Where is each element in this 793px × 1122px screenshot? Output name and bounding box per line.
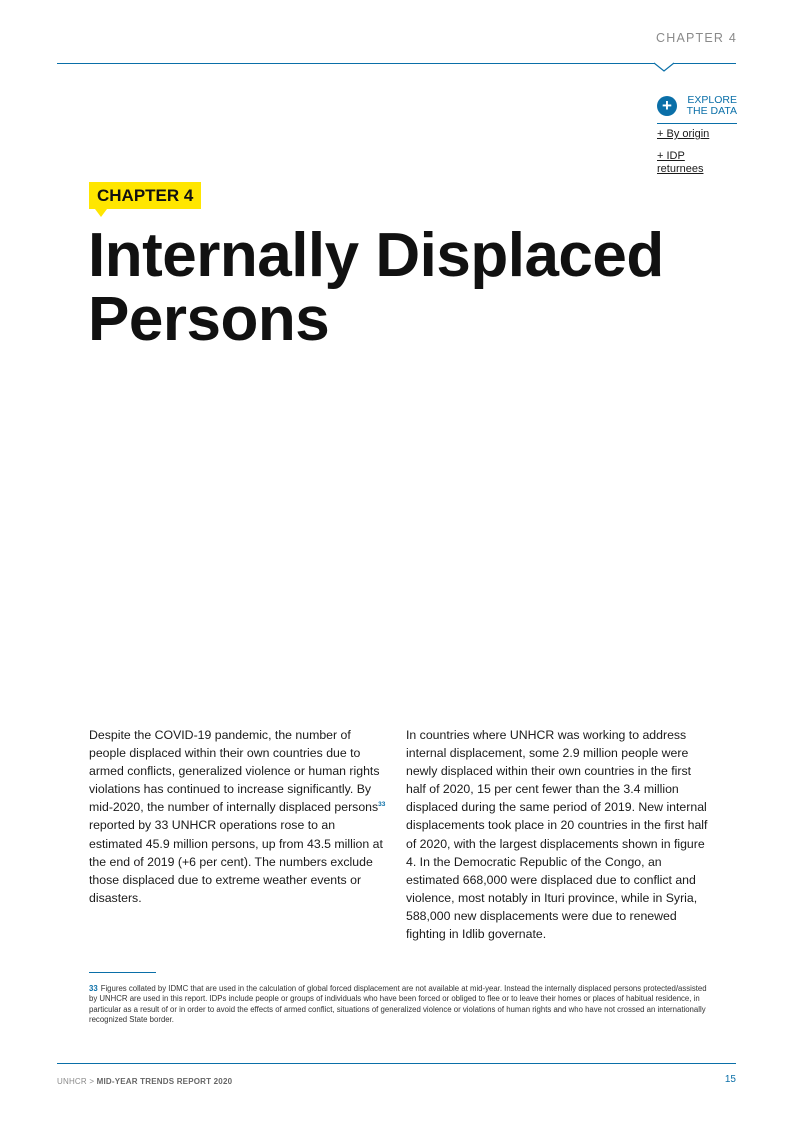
link-by-origin[interactable]: + By origin [657,128,710,140]
page-number: 15 [724,1074,736,1085]
explore-data-header[interactable] [657,93,737,119]
running-head: CHAPTER 4 [656,31,737,45]
body-left-text-continued: reported by 33 UNHCR operations rose to an estimated 45.9 million persons, up from 43.5 million at the end of 2019 (+6 per cent). The numbers exclude those displaced due to extreme weather events or disasters. [89,818,383,905]
footnote-rule [89,972,156,973]
footnote-text: Figures collated by IDMC that are used in the calculation of global forced displacement are not available at mid-year. Instead the internally displaced persons protected/assisted by UNHCR are used in this report. IDPs include people or groups of individuals who have been forced or obliged to flee or to leave their homes or places of habitual residence, in particular as a result of or in order to avoid the effects of armed conflict, situations of generalized violence or violations of human rights and who have not crossed an internationally recognized State border. [89,984,707,1024]
explore-rule [657,123,737,124]
footnote-number: 33 [89,984,98,993]
chapter-tag: CHAPTER 4 [89,182,201,209]
footer-org: UNHCR [57,1077,87,1086]
page-title: Internally Displaced Persons [88,221,664,354]
link-idp-returnees[interactable]: + IDP returnees [657,150,704,175]
footer-separator: > [86,1077,97,1086]
body-column-left [89,726,389,907]
footer-report-title: MID-YEAR TRENDS REPORT 2020 [96,1077,233,1086]
footnote-reference[interactable]: 33 [378,801,386,809]
chapter-tag-pointer [95,209,107,217]
explore-data-title[interactable]: EXPLORE THE DATA [686,93,737,117]
header-rule [57,63,736,64]
footnote [89,984,709,1025]
header-notch [654,55,674,75]
body-column-right: In countries where UNHCR was working to address internal displacement, some 2.9 million people were newly displaced within their own countries in the first half of 2020, 15 per cent fewer than the 3.4 million displaced during the same period of 2019. New internal displacements took place in 20 countries in the first half of 2020, with the largest displacements shown in figure 4. In the Democratic Republic of the Congo, an estimated 668,000 were displaced due to conflict and violence, most notably in Ituri province, while in Syria, 588,000 new displacements were due to renewed fighting in Idlib governate. [406,728,708,942]
body-left-text: Despite the COVID-19 pandemic, the number of people displaced within their own countries due to armed conflicts, generalized violence or human rights violations has continued to increase significantly. By mid-2020, the number of internally displaced persons [89,728,380,815]
footer-rule [57,1063,736,1064]
plus-circle-icon[interactable]: + [657,96,677,116]
explore-data-panel [657,93,737,176]
footer-credit [57,1077,232,1086]
